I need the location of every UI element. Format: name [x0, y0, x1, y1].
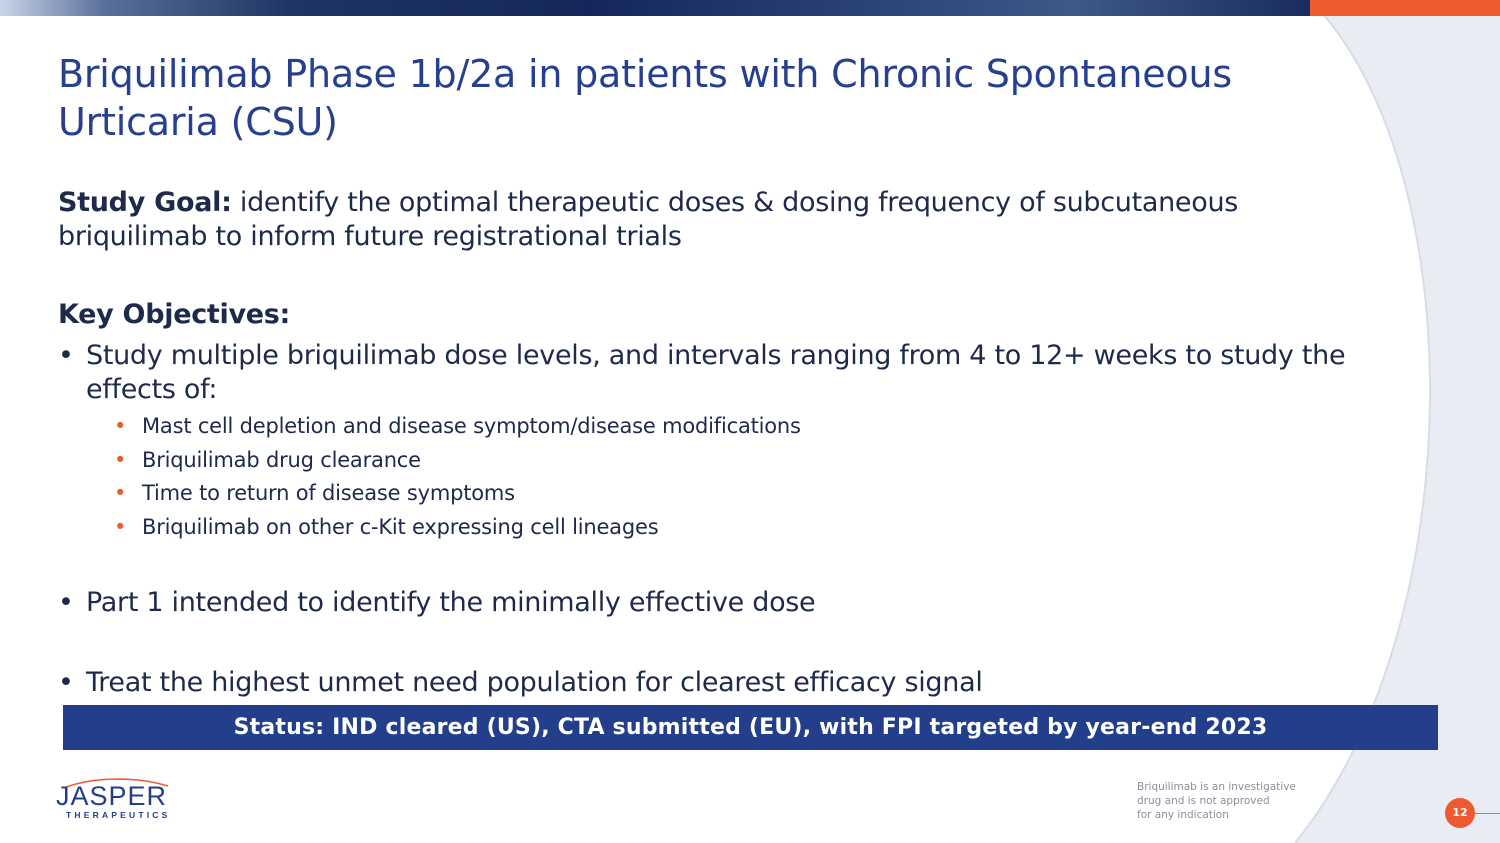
jasper-logo — [56, 776, 174, 822]
study-goal-label: Study Goal: — [58, 187, 232, 218]
objective-bullet — [58, 339, 1438, 407]
sub-bullet — [114, 412, 1014, 446]
bullet-text — [86, 339, 1438, 407]
study-goal — [58, 186, 1358, 254]
logo-wordmark: JASPER — [56, 781, 168, 811]
sub-bullet-text: Briquilimab on other c-Kit expressing cell lineages — [142, 514, 659, 539]
title-line: Urticaria (CSU) — [58, 100, 338, 144]
bullet-dot: • — [58, 340, 74, 371]
header-accent-bar — [1310, 0, 1500, 16]
bullet-dot: • — [58, 587, 74, 618]
bullet-line: Part 1 intended to identify the minimally effective dose — [86, 587, 816, 618]
objective-bullet — [58, 666, 1438, 700]
bullet-dot: • — [58, 667, 74, 698]
header-image-band — [0, 0, 1310, 16]
title-line: Briquilimab Phase 1b/2a in patients with Chronic Spontaneous — [58, 52, 1232, 96]
bullet-text — [86, 666, 1438, 700]
disclaimer-line: for any indication — [1137, 809, 1229, 821]
study-goal-text: identify the optimal therapeutic doses & dosing frequency of subcutaneous — [231, 187, 1239, 218]
bullet-line: effects of: — [86, 374, 218, 405]
bullet-line: Treat the highest unmet need population for clearest efficacy signal — [86, 667, 983, 698]
bullet-line: Study multiple briquilimab dose levels, and intervals ranging from 4 to 12+ weeks to study the — [86, 340, 1346, 371]
disclaimer — [1137, 780, 1337, 822]
sub-bullet-text: Mast cell depletion and disease symptom/disease modifications — [142, 414, 801, 438]
bullet-dot: • — [114, 414, 127, 438]
sub-bullet-text: Briquilimab drug clearance — [142, 447, 421, 472]
sub-bullet-list — [114, 412, 1014, 546]
study-goal-line: briquilimab to inform future registrational trials — [58, 221, 682, 252]
sub-bullet-text: Time to return of disease symptoms — [142, 481, 515, 505]
page-number: 12 — [1445, 798, 1475, 828]
bullet-dot: • — [114, 447, 127, 472]
study-goal-line — [58, 186, 1358, 220]
sub-bullet — [114, 446, 1014, 480]
page-number-rule — [1475, 813, 1500, 814]
logo-subtitle: THERAPEUTICS — [66, 810, 171, 820]
bullet-text — [86, 586, 1438, 620]
sub-bullet — [114, 513, 1014, 547]
objective-bullet — [58, 586, 1438, 620]
disclaimer-line: drug and is not approved — [1137, 795, 1270, 807]
slide-title — [58, 50, 1358, 146]
bullet-dot: • — [114, 481, 127, 505]
status-banner: Status: IND cleared (US), CTA submitted (EU), with FPI targeted by year-end 2023 — [63, 705, 1438, 750]
disclaimer-line: Briquilimab is an investigative — [1137, 781, 1296, 793]
sub-bullet — [114, 479, 1014, 513]
bullet-dot: • — [114, 514, 127, 539]
objectives-heading: Key Objectives: — [58, 299, 291, 330]
